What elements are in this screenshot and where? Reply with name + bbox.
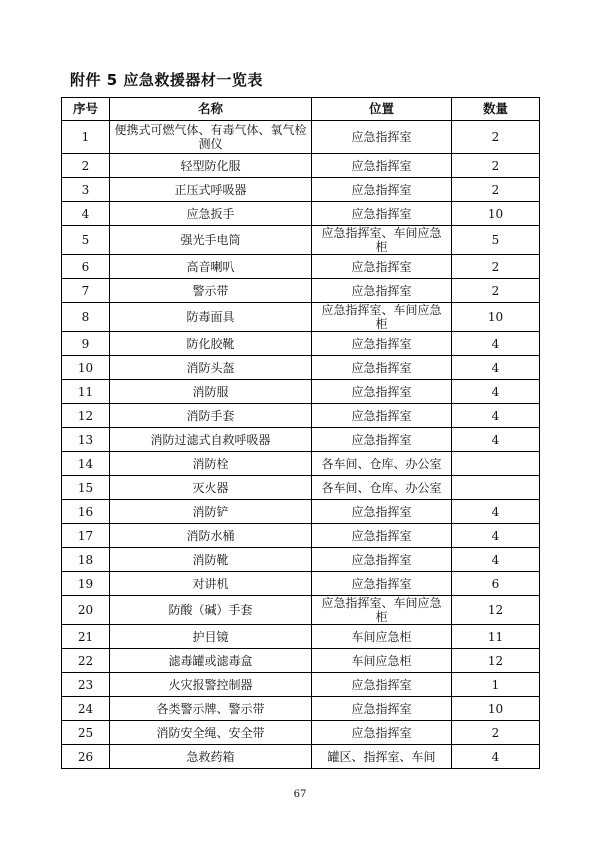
table-row — [62, 548, 540, 572]
cell-location: 应急指挥室 — [312, 255, 452, 279]
cell-quantity — [452, 476, 540, 500]
cell-no: 1 — [62, 121, 110, 154]
cell-quantity: 4 — [452, 404, 540, 428]
cell-quantity: 4 — [452, 380, 540, 404]
cell-quantity: 2 — [452, 178, 540, 202]
cell-location: 应急指挥室、车间应急柜 — [312, 226, 452, 255]
cell-no: 6 — [62, 255, 110, 279]
cell-name: 正压式呼吸器 — [110, 178, 312, 202]
header-name: 名称 — [110, 98, 312, 121]
cell-name: 消防靴 — [110, 548, 312, 572]
cell-location: 应急指挥室 — [312, 697, 452, 721]
cell-quantity: 4 — [452, 332, 540, 356]
page-number: 67 — [293, 789, 307, 800]
cell-quantity: 10 — [452, 697, 540, 721]
cell-location: 罐区、指挥室、车间 — [312, 745, 452, 769]
table-row — [62, 404, 540, 428]
cell-location: 车间应急柜 — [312, 649, 452, 673]
cell-no: 7 — [62, 279, 110, 303]
cell-quantity: 5 — [452, 226, 540, 255]
cell-no: 20 — [62, 596, 110, 625]
cell-no: 15 — [62, 476, 110, 500]
cell-location: 应急指挥室 — [312, 721, 452, 745]
table-row — [62, 303, 540, 332]
cell-quantity: 2 — [452, 279, 540, 303]
cell-location: 应急指挥室 — [312, 428, 452, 452]
table-row — [62, 524, 540, 548]
cell-no: 11 — [62, 380, 110, 404]
table-row — [62, 572, 540, 596]
table-row — [62, 121, 540, 154]
cell-location: 应急指挥室 — [312, 279, 452, 303]
equipment-table — [61, 97, 540, 769]
cell-no: 21 — [62, 625, 110, 649]
table-row — [62, 625, 540, 649]
cell-name: 火灾报警控制器 — [110, 673, 312, 697]
cell-no: 8 — [62, 303, 110, 332]
table-row — [62, 279, 540, 303]
cell-name: 强光手电筒 — [110, 226, 312, 255]
cell-name: 灭火器 — [110, 476, 312, 500]
page-title: 附件 5 应急救援器材一览表 — [70, 71, 263, 89]
cell-name: 便携式可燃气体、有毒气体、氧气检测仪 — [110, 121, 312, 154]
table-row — [62, 500, 540, 524]
cell-location: 应急指挥室 — [312, 524, 452, 548]
cell-name: 防化胶靴 — [110, 332, 312, 356]
cell-location: 应急指挥室 — [312, 121, 452, 154]
cell-location: 应急指挥室 — [312, 154, 452, 178]
cell-quantity: 12 — [452, 649, 540, 673]
cell-location: 应急指挥室 — [312, 380, 452, 404]
cell-name: 滤毒罐或滤毒盒 — [110, 649, 312, 673]
cell-no: 4 — [62, 202, 110, 226]
cell-location: 车间应急柜 — [312, 625, 452, 649]
cell-location: 应急指挥室、车间应急柜 — [312, 303, 452, 332]
table-header-row — [62, 98, 540, 121]
cell-quantity: 10 — [452, 303, 540, 332]
cell-no: 23 — [62, 673, 110, 697]
cell-name: 消防头盔 — [110, 356, 312, 380]
cell-no: 19 — [62, 572, 110, 596]
cell-no: 26 — [62, 745, 110, 769]
cell-name: 消防手套 — [110, 404, 312, 428]
cell-location: 各车间、仓库、办公室 — [312, 476, 452, 500]
table-row — [62, 178, 540, 202]
cell-location: 各车间、仓库、办公室 — [312, 452, 452, 476]
table-row — [62, 428, 540, 452]
cell-no: 14 — [62, 452, 110, 476]
table-row — [62, 745, 540, 769]
cell-name: 高音喇叭 — [110, 255, 312, 279]
cell-name: 应急扳手 — [110, 202, 312, 226]
cell-quantity: 1 — [452, 673, 540, 697]
cell-no: 5 — [62, 226, 110, 255]
cell-quantity: 4 — [452, 356, 540, 380]
cell-location: 应急指挥室 — [312, 202, 452, 226]
table-row — [62, 255, 540, 279]
cell-name: 消防水桶 — [110, 524, 312, 548]
cell-no: 10 — [62, 356, 110, 380]
cell-no: 16 — [62, 500, 110, 524]
header-no: 序号 — [62, 98, 110, 121]
cell-quantity: 2 — [452, 255, 540, 279]
cell-name: 护目镜 — [110, 625, 312, 649]
table-row — [62, 596, 540, 625]
cell-name: 消防栓 — [110, 452, 312, 476]
cell-name: 消防服 — [110, 380, 312, 404]
cell-name: 消防安全绳、安全带 — [110, 721, 312, 745]
table-row — [62, 154, 540, 178]
cell-name: 警示带 — [110, 279, 312, 303]
cell-quantity: 10 — [452, 202, 540, 226]
cell-name: 对讲机 — [110, 572, 312, 596]
cell-no: 17 — [62, 524, 110, 548]
cell-name: 消防过滤式自救呼吸器 — [110, 428, 312, 452]
cell-no: 24 — [62, 697, 110, 721]
cell-quantity: 4 — [452, 548, 540, 572]
cell-no: 13 — [62, 428, 110, 452]
cell-name: 急救药箱 — [110, 745, 312, 769]
cell-location: 应急指挥室 — [312, 673, 452, 697]
cell-quantity: 2 — [452, 154, 540, 178]
table-row — [62, 380, 540, 404]
cell-location: 应急指挥室 — [312, 332, 452, 356]
cell-location: 应急指挥室 — [312, 548, 452, 572]
cell-location: 应急指挥室 — [312, 572, 452, 596]
cell-location: 应急指挥室 — [312, 356, 452, 380]
cell-quantity: 11 — [452, 625, 540, 649]
cell-quantity: 6 — [452, 572, 540, 596]
table-row — [62, 649, 540, 673]
cell-quantity: 4 — [452, 524, 540, 548]
cell-no: 3 — [62, 178, 110, 202]
cell-name: 防酸（碱）手套 — [110, 596, 312, 625]
cell-no: 18 — [62, 548, 110, 572]
cell-location: 应急指挥室、车间应急柜 — [312, 596, 452, 625]
table-row — [62, 226, 540, 255]
table-row — [62, 476, 540, 500]
table-body — [62, 121, 540, 769]
cell-quantity: 2 — [452, 721, 540, 745]
cell-name: 轻型防化服 — [110, 154, 312, 178]
cell-quantity — [452, 452, 540, 476]
table-row — [62, 721, 540, 745]
cell-name: 防毒面具 — [110, 303, 312, 332]
cell-no: 2 — [62, 154, 110, 178]
cell-no: 9 — [62, 332, 110, 356]
cell-no: 12 — [62, 404, 110, 428]
table-row — [62, 673, 540, 697]
table-row — [62, 332, 540, 356]
cell-no: 25 — [62, 721, 110, 745]
cell-location: 应急指挥室 — [312, 404, 452, 428]
cell-name: 消防铲 — [110, 500, 312, 524]
cell-location: 应急指挥室 — [312, 178, 452, 202]
table-row — [62, 452, 540, 476]
cell-no: 22 — [62, 649, 110, 673]
cell-quantity: 4 — [452, 745, 540, 769]
table-row — [62, 697, 540, 721]
header-quantity: 数量 — [452, 98, 540, 121]
cell-location: 应急指挥室 — [312, 500, 452, 524]
cell-quantity: 2 — [452, 121, 540, 154]
cell-quantity: 4 — [452, 428, 540, 452]
cell-quantity: 12 — [452, 596, 540, 625]
table-row — [62, 356, 540, 380]
table-row — [62, 202, 540, 226]
header-location: 位置 — [312, 98, 452, 121]
cell-name: 各类警示牌、警示带 — [110, 697, 312, 721]
cell-quantity: 4 — [452, 500, 540, 524]
